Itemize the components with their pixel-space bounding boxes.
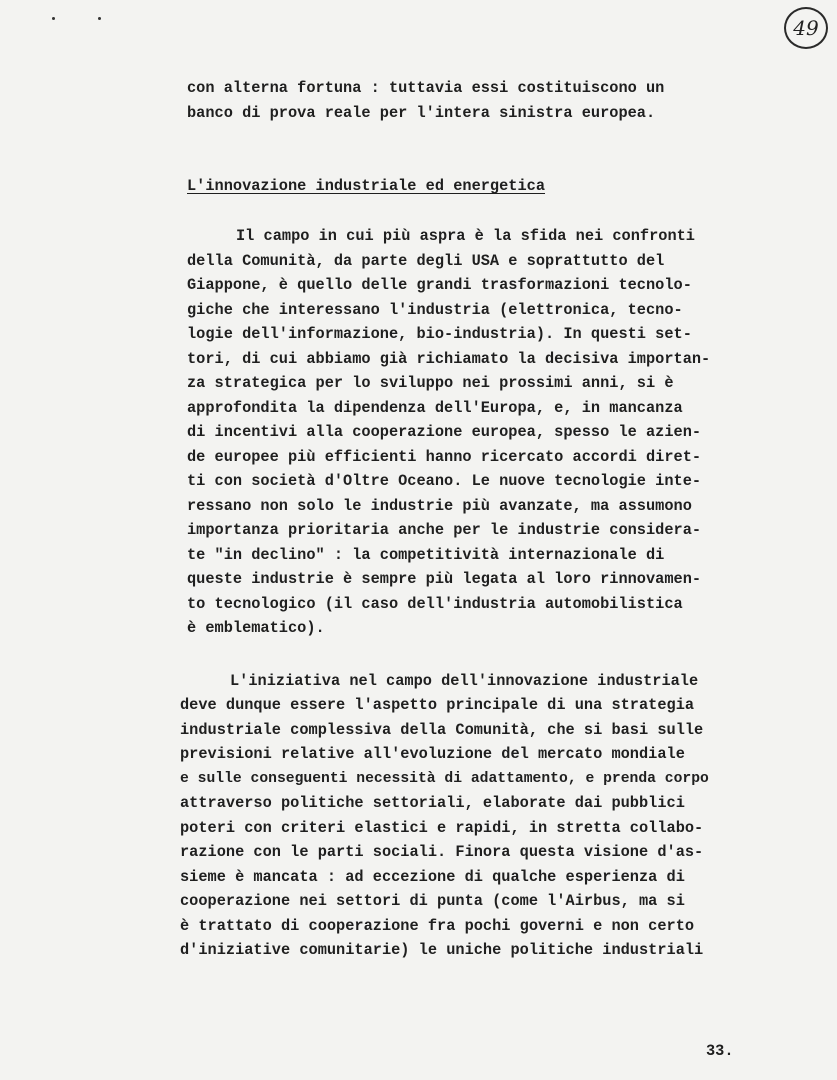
paragraph-2-line: d'iniziative comunitarie) le uniche politiche industriali [180, 941, 704, 959]
paragraph-1-line: è emblematico). [187, 619, 325, 637]
margin-dot [98, 17, 101, 20]
paragraph-2-line: deve dunque essere l'aspetto principale di una strategia [180, 696, 695, 714]
paragraph-1-line: queste industrie è sempre più legata al loro rinnovamen- [187, 570, 702, 588]
paragraph-2-line: L'iniziativa nel campo dell'innovazione industriale [230, 672, 699, 690]
margin-dot [52, 17, 55, 20]
paragraph-1-line: za strategica per lo sviluppo nei prossimi anni, si è [187, 374, 674, 392]
paragraph-1-line: della Comunità, da parte degli USA e soprattutto del [187, 252, 665, 270]
paragraph-1-line: ressano non solo le industrie più avanzate, ma assumono [187, 497, 692, 515]
paragraph-1-line: te "in declino" : la competitività internazionale di [187, 546, 665, 564]
paragraph-1-line: to tecnologico (il caso dell'industria automobilistica [187, 595, 683, 613]
section-heading: L'innovazione industriale ed energetica [187, 177, 546, 195]
paragraph-1-line: de europee più efficienti hanno ricercato accordi diret- [187, 448, 702, 466]
paragraph-2-line: sieme è mancata : ad eccezione di qualche esperienza di [180, 868, 685, 886]
paragraph-1-line: approfondita la dipendenza dell'Europa, e, in mancanza [187, 399, 683, 417]
paragraph-1-line: Giappone, è quello delle grandi trasformazioni tecnolo- [187, 276, 692, 294]
paragraph-2-line: industriale complessiva della Comunità, che si basi sulle [180, 721, 704, 739]
paragraph-1-line: logie dell'informazione, bio-industria). In questi set- [187, 325, 692, 343]
paragraph-2-line: è trattato di cooperazione fra pochi governi e non certo [180, 917, 695, 935]
handwritten-page-number: 49 [784, 7, 828, 49]
paragraph-2-line: poteri con criteri elastici e rapidi, in stretta collabo- [180, 819, 704, 837]
paragraph-1-line: di incentivi alla cooperazione europea, spesso le azien- [187, 423, 702, 441]
text-line: con alterna fortuna : tuttavia essi costituiscono un [187, 79, 665, 97]
paragraph-2-line: cooperazione nei settori di punta (come l'Airbus, ma si [180, 892, 685, 910]
paragraph-2-line: previsioni relative all'evoluzione del mercato mondiale [180, 745, 685, 763]
paragraph-2-line: e sulle conseguenti necessità di adattamento, e prenda corpo [180, 771, 709, 787]
paragraph-2-line: attraverso politiche settoriali, elaborate dai pubblici [180, 794, 685, 812]
paragraph-1-line: Il campo in cui più aspra è la sfida nei confronti [236, 227, 695, 245]
paragraph-1-line: giche che interessano l'industria (elettronica, tecno- [187, 301, 683, 319]
text-line: banco di prova reale per l'intera sinistra europea. [187, 104, 656, 122]
paragraph-1-line: ti con società d'Oltre Oceano. Le nuove tecnologie inte- [187, 472, 702, 490]
page-number: 33. [706, 1042, 734, 1060]
paragraph-1-line: importanza prioritaria anche per le industrie considera- [187, 521, 702, 539]
paragraph-1-line: tori, di cui abbiamo già richiamato la decisiva importan- [187, 350, 711, 368]
paragraph-2-line: razione con le parti sociali. Finora questa visione d'as- [180, 843, 704, 861]
